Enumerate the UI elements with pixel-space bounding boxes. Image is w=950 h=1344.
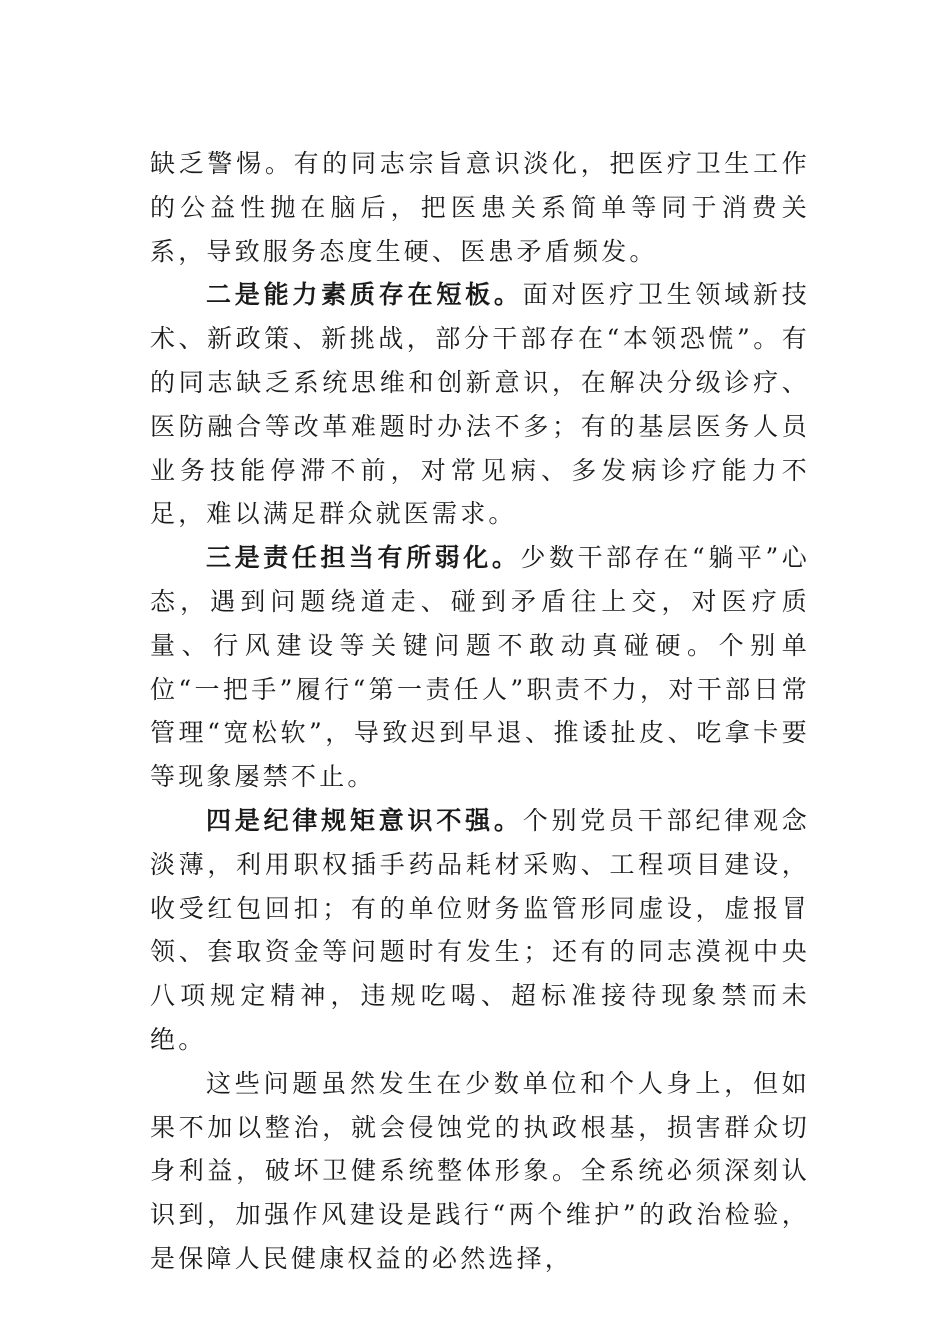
paragraph-text: 个别党员干部纪律观念淡薄，利用职权插手药品耗材采购、工程项目建设，收受红包回扣；有的单位财务监管形同虚设，虚报冒领、套取资金等问题时有发生；还有的同志漠视中央八项规定精神，违规吃喝、超标准接待现象禁而未绝。	[150, 805, 810, 1054]
paragraph-responsibility	[150, 536, 810, 799]
paragraph-text: 这些问题虽然发生在少数单位和个人身上，但如果不加以整治，就会侵蚀党的执政根基，损害群众切身利益，破坏卫健系统整体形象。全系统必须深刻认识到，加强作风建设是践行“两个维护”的政治检验，是保障人民健康权益的必然选择，	[150, 1068, 810, 1273]
paragraph-conclusion	[150, 1062, 810, 1281]
paragraph-discipline	[150, 799, 810, 1062]
paragraph-heading: 四是纪律规矩意识不强。	[206, 805, 523, 835]
paragraph-heading: 三是责任担当有所弱化。	[206, 543, 521, 573]
paragraph-continuation	[150, 142, 810, 273]
paragraph-text: 少数干部存在“躺平”心态，遇到问题绕道走、碰到矛盾往上交，对医疗质量、行风建设等关键问题不敢动真碰硬。个别单位“一把手”履行“第一责任人”职责不力，对干部日常管理“宽松软”，导致迟到早退、推诿扯皮、吃拿卡要等现象屡禁不止。	[150, 543, 811, 792]
paragraph-text: 面对医疗卫生领域新技术、新政策、新挑战，部分干部存在“本领恐慌”。有的同志缺乏系统思维和创新意识，在解决分级诊疗、医防融合等改革难题时办法不多；有的基层医务人员业务技能停滞不前，对常见病、多发病诊疗能力不足，难以满足群众就医需求。	[150, 280, 810, 529]
paragraph-ability	[150, 273, 810, 536]
document-body	[150, 142, 810, 1281]
paragraph-heading: 二是能力素质存在短板。	[206, 280, 523, 310]
paragraph-text: 缺乏警惕。有的同志宗旨意识淡化，把医疗卫生工作的公益性抛在脑后，把医患关系简单等同于消费关系，导致服务态度生硬、医患矛盾频发。	[150, 149, 810, 266]
